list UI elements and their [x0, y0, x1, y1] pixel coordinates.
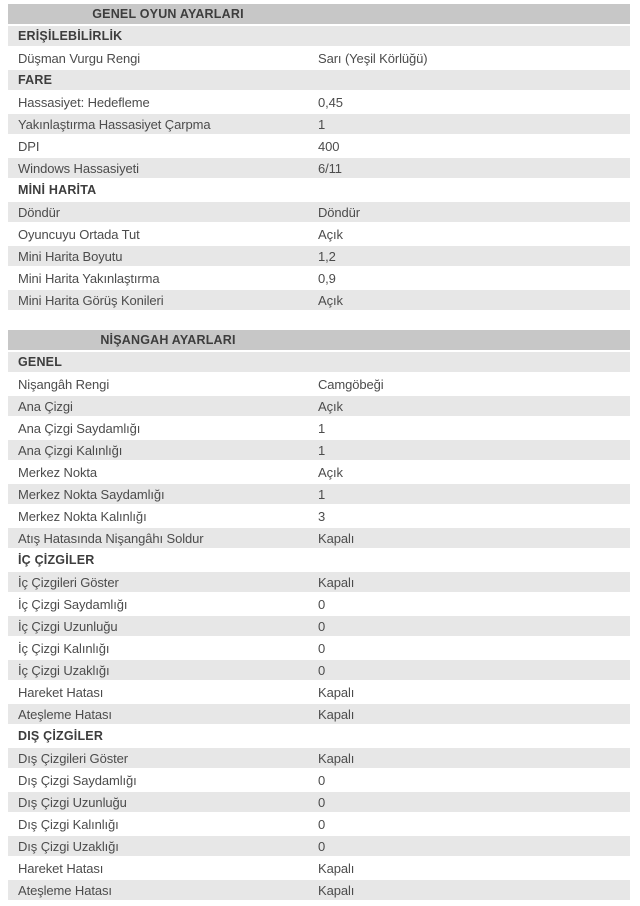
setting-row: [8, 528, 630, 550]
setting-value: Camgöbeği: [318, 376, 384, 392]
setting-row: [8, 880, 630, 902]
setting-value: Sarı (Yeşil Körlüğü): [318, 50, 428, 66]
setting-label: Düşman Vurgu Rengi: [18, 50, 141, 66]
setting-label: Hareket Hatası: [18, 684, 104, 700]
section-title: GENEL: [18, 355, 63, 369]
setting-row: [8, 594, 630, 616]
setting-value: 0,45: [318, 94, 343, 110]
setting-value: Kapalı: [318, 684, 355, 700]
setting-value: 1: [318, 442, 326, 458]
setting-row: [8, 114, 630, 136]
setting-value: 1: [318, 486, 326, 502]
section-title: İÇ ÇİZGİLER: [18, 553, 95, 567]
section-title: ERİŞİLEBİLİRLİK: [18, 29, 123, 43]
setting-label: Oyuncuyu Ortada Tut: [18, 226, 140, 242]
setting-value: 0: [318, 772, 326, 788]
table-title-row: [8, 330, 630, 352]
setting-row: [8, 440, 630, 462]
section-header-row: [8, 70, 630, 92]
setting-value: Kapalı: [318, 706, 355, 722]
setting-row: [8, 704, 630, 726]
setting-label: Merkez Nokta Saydamlığı: [18, 486, 165, 502]
setting-row: [8, 158, 630, 180]
setting-value: Kapalı: [318, 574, 355, 590]
setting-value: Kapalı: [318, 882, 355, 898]
setting-row: [8, 748, 630, 770]
setting-row: [8, 462, 630, 484]
crosshair-settings-table: [8, 330, 630, 902]
setting-label: Dış Çizgi Uzunluğu: [18, 794, 127, 810]
setting-label: Yakınlaştırma Hassasiyet Çarpma: [18, 116, 211, 132]
setting-row: [8, 616, 630, 638]
section-header-row: [8, 352, 630, 374]
setting-value: Kapalı: [318, 530, 355, 546]
setting-label: Dış Çizgileri Göster: [18, 750, 128, 766]
setting-row: [8, 770, 630, 792]
setting-row: [8, 682, 630, 704]
setting-label: Dış Çizgi Uzaklığı: [18, 838, 119, 854]
setting-row: [8, 202, 630, 224]
table-rows: [8, 352, 630, 902]
section-title: DIŞ ÇİZGİLER: [18, 729, 104, 743]
setting-label: Hassasiyet: Hedefleme: [18, 94, 150, 110]
setting-label: Hareket Hatası: [18, 860, 104, 876]
section-title: FARE: [18, 73, 53, 87]
setting-value: Döndür: [318, 204, 361, 220]
table-title: NİŞANGAH AYARLARI: [100, 333, 236, 347]
setting-value: Açık: [318, 292, 343, 308]
setting-row: [8, 792, 630, 814]
section-header-row: [8, 550, 630, 572]
setting-row: [8, 290, 630, 312]
setting-label: Atış Hatasında Nişangâhı Soldur: [18, 530, 204, 546]
setting-value: 0: [318, 816, 326, 832]
setting-row: [8, 858, 630, 880]
setting-row: [8, 418, 630, 440]
setting-value: 6/11: [318, 160, 342, 176]
setting-row: [8, 506, 630, 528]
setting-label: İç Çizgi Uzaklığı: [18, 662, 110, 678]
setting-label: DPI: [18, 138, 40, 154]
section-title: MİNİ HARİTA: [18, 183, 97, 197]
setting-value: 0,9: [318, 270, 336, 286]
setting-value: 400: [318, 138, 340, 154]
setting-value: 0: [318, 640, 326, 656]
setting-label: İç Çizgileri Göster: [18, 574, 119, 590]
setting-label: İç Çizgi Saydamlığı: [18, 596, 128, 612]
setting-value: 0: [318, 596, 326, 612]
setting-value: Kapalı: [318, 860, 355, 876]
setting-row: [8, 484, 630, 506]
setting-row: [8, 268, 630, 290]
setting-value: 3: [318, 508, 326, 524]
table-title: GENEL OYUN AYARLARI: [92, 7, 244, 21]
setting-row: [8, 136, 630, 158]
setting-label: Ana Çizgi: [18, 398, 73, 414]
setting-label: Merkez Nokta Kalınlığı: [18, 508, 147, 524]
setting-row: [8, 836, 630, 858]
setting-value: Kapalı: [318, 750, 355, 766]
setting-label: Dış Çizgi Saydamlığı: [18, 772, 137, 788]
setting-row: [8, 48, 630, 70]
setting-label: İç Çizgi Uzunluğu: [18, 618, 118, 634]
setting-label: Windows Hassasiyeti: [18, 160, 139, 176]
setting-label: Döndür: [18, 204, 61, 220]
setting-row: [8, 814, 630, 836]
setting-value: 0: [318, 662, 326, 678]
setting-value: 1: [318, 116, 326, 132]
setting-value: 0: [318, 618, 326, 634]
setting-label: Dış Çizgi Kalınlığı: [18, 816, 119, 832]
setting-value: 0: [318, 794, 326, 810]
setting-row: [8, 572, 630, 594]
setting-label: Ana Çizgi Kalınlığı: [18, 442, 123, 458]
setting-label: Ateşleme Hatası: [18, 882, 112, 898]
setting-value: 1: [318, 420, 326, 436]
setting-row: [8, 374, 630, 396]
setting-label: Merkez Nokta: [18, 464, 97, 480]
table-title-row: [8, 4, 630, 26]
general-game-settings-table: [8, 4, 630, 312]
section-header-row: [8, 26, 630, 48]
setting-value: Açık: [318, 464, 343, 480]
setting-label: Mini Harita Yakınlaştırma: [18, 270, 160, 286]
setting-value: Açık: [318, 226, 343, 242]
table-rows: [8, 26, 630, 312]
section-header-row: [8, 180, 630, 202]
section-header-row: [8, 726, 630, 748]
setting-label: Mini Harita Boyutu: [18, 248, 123, 264]
setting-label: Nişangâh Rengi: [18, 376, 110, 392]
setting-label: Ateşleme Hatası: [18, 706, 112, 722]
setting-row: [8, 638, 630, 660]
setting-value: 1,2: [318, 248, 336, 264]
setting-row: [8, 92, 630, 114]
setting-label: Mini Harita Görüş Konileri: [18, 292, 164, 308]
setting-label: İç Çizgi Kalınlığı: [18, 640, 110, 656]
setting-row: [8, 396, 630, 418]
setting-row: [8, 224, 630, 246]
setting-label: Ana Çizgi Saydamlığı: [18, 420, 141, 436]
setting-value: 0: [318, 838, 326, 854]
setting-row: [8, 660, 630, 682]
setting-value: Açık: [318, 398, 343, 414]
setting-row: [8, 246, 630, 268]
